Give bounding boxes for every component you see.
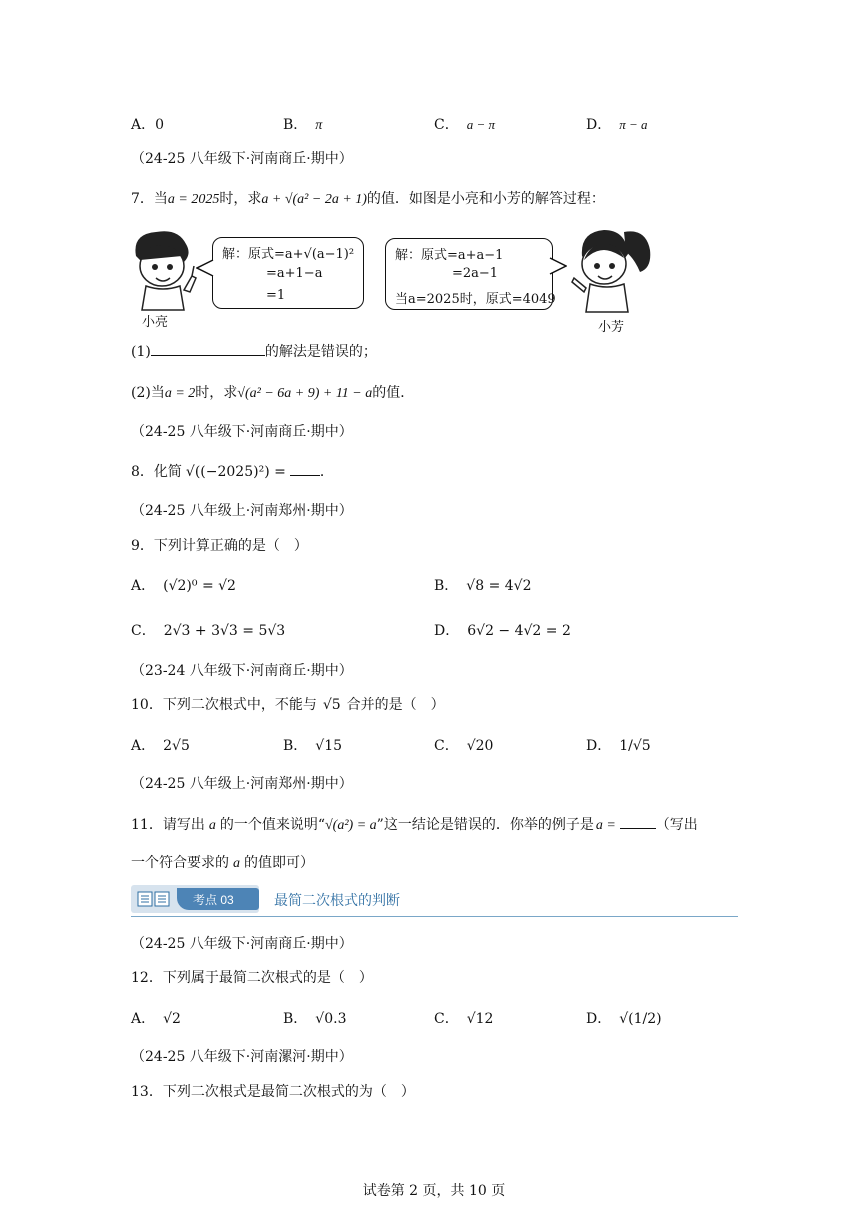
page-footer: 试卷第 2 页，共 10 页 (362, 1183, 506, 1199)
q7-part-2: (2)当a = 2时，求√(a² − 6a + 9) + 11 − a的值． (131, 385, 415, 401)
xiaofang-illustration (564, 222, 656, 314)
xiaoliang-line-2: =a+1−a (266, 266, 323, 281)
q12-option-c: C． √12 (434, 1011, 494, 1027)
q12-source: （24-25 八年级下·河南商丘·期中） (131, 936, 353, 952)
q10-option-d: D． 1/√5 (586, 738, 651, 754)
section-title: 最简二次根式的判断 (274, 893, 400, 909)
q10-stem: 10．下列二次根式中，不能与 √5 合并的是（ ） (131, 697, 445, 713)
q7-part1-blank[interactable] (151, 355, 265, 356)
xiaoliang-name: 小亮 (142, 315, 169, 330)
section-rule (131, 916, 738, 917)
q10-source: （23-24 八年级下·河南商丘·期中） (131, 663, 353, 679)
q6-option-d: D． π − a (586, 117, 648, 133)
q10-option-c: C． √20 (434, 738, 494, 754)
q9-stem: 9．下列计算正确的是（ ） (131, 538, 308, 554)
q13-stem: 13．下列二次根式是最简二次根式的为（ ） (131, 1084, 415, 1100)
q6-option-b: B． π (283, 117, 323, 133)
q8-stem: 8．化简 √((−2025)²) = ． (131, 464, 334, 480)
q9-source: （24-25 八年级上·河南郑州·期中） (131, 503, 353, 519)
q13-source: （24-25 八年级下·河南漯河·期中） (131, 1049, 353, 1065)
q7-part-1: (1) 的解法是错误的； (131, 344, 377, 360)
q8-source: （24-25 八年级下·河南商丘·期中） (131, 424, 353, 440)
xiaoliang-line-1: 解：原式=a+√(a−1)² (222, 247, 355, 262)
q10-option-b: B． √15 (283, 738, 343, 754)
q11-line-2: 一个符合要求的 a 的值即可） (131, 855, 314, 871)
xiaofang-line-1: 解：原式=a+a−1 (395, 248, 504, 263)
q9-option-c: C． 2√3 + 3√3 = 5√3 (131, 623, 286, 639)
xiaoliang-bubble-tail (196, 258, 214, 278)
xiaofang-name: 小芳 (598, 320, 625, 335)
section-banner-tag (131, 885, 259, 913)
q11-source: （24-25 八年级上·河南郑州·期中） (131, 776, 353, 792)
q12-option-a: A． √2 (131, 1011, 181, 1027)
q10-option-a: A． 2√5 (131, 738, 190, 754)
q9-option-b: B． √8 = 4√2 (434, 578, 532, 594)
q12-stem: 12．下列属于最简二次根式的是（ ） (131, 970, 373, 986)
q12-option-b: B． √0.3 (283, 1011, 347, 1027)
q6-option-c: C． a − π (434, 117, 496, 133)
q9-option-d: D． 6√2 − 4√2 = 2 (434, 623, 571, 639)
xiaofang-line-3: 当a=2025时，原式=4049 (395, 292, 556, 307)
q11-blank[interactable] (620, 828, 656, 829)
q8-blank[interactable] (290, 475, 320, 476)
book-icon (137, 891, 171, 907)
q7-stem: 7．当a = 2025时，求a + √(a² − 2a + 1)的值．如图是小亮和小芳的解答过程： (131, 191, 605, 207)
xiaoliang-line-3: =1 (266, 288, 286, 303)
section-tag-label: 考点 03 (193, 893, 234, 907)
q7-source: （24-25 八年级下·河南商丘·期中） (131, 151, 353, 167)
q9-option-a: A． (√2)⁰ = √2 (131, 578, 236, 594)
xiaofang-line-2: =2a−1 (452, 266, 499, 281)
q11-line-1: 11．请写出 a 的一个值来说明“√(a²) = a”这一结论是错误的．你举的例子是 a = （写出 (131, 817, 698, 833)
q12-option-d: D． √(1/2) (586, 1011, 662, 1027)
q6-option-a: A．0 (131, 117, 165, 133)
